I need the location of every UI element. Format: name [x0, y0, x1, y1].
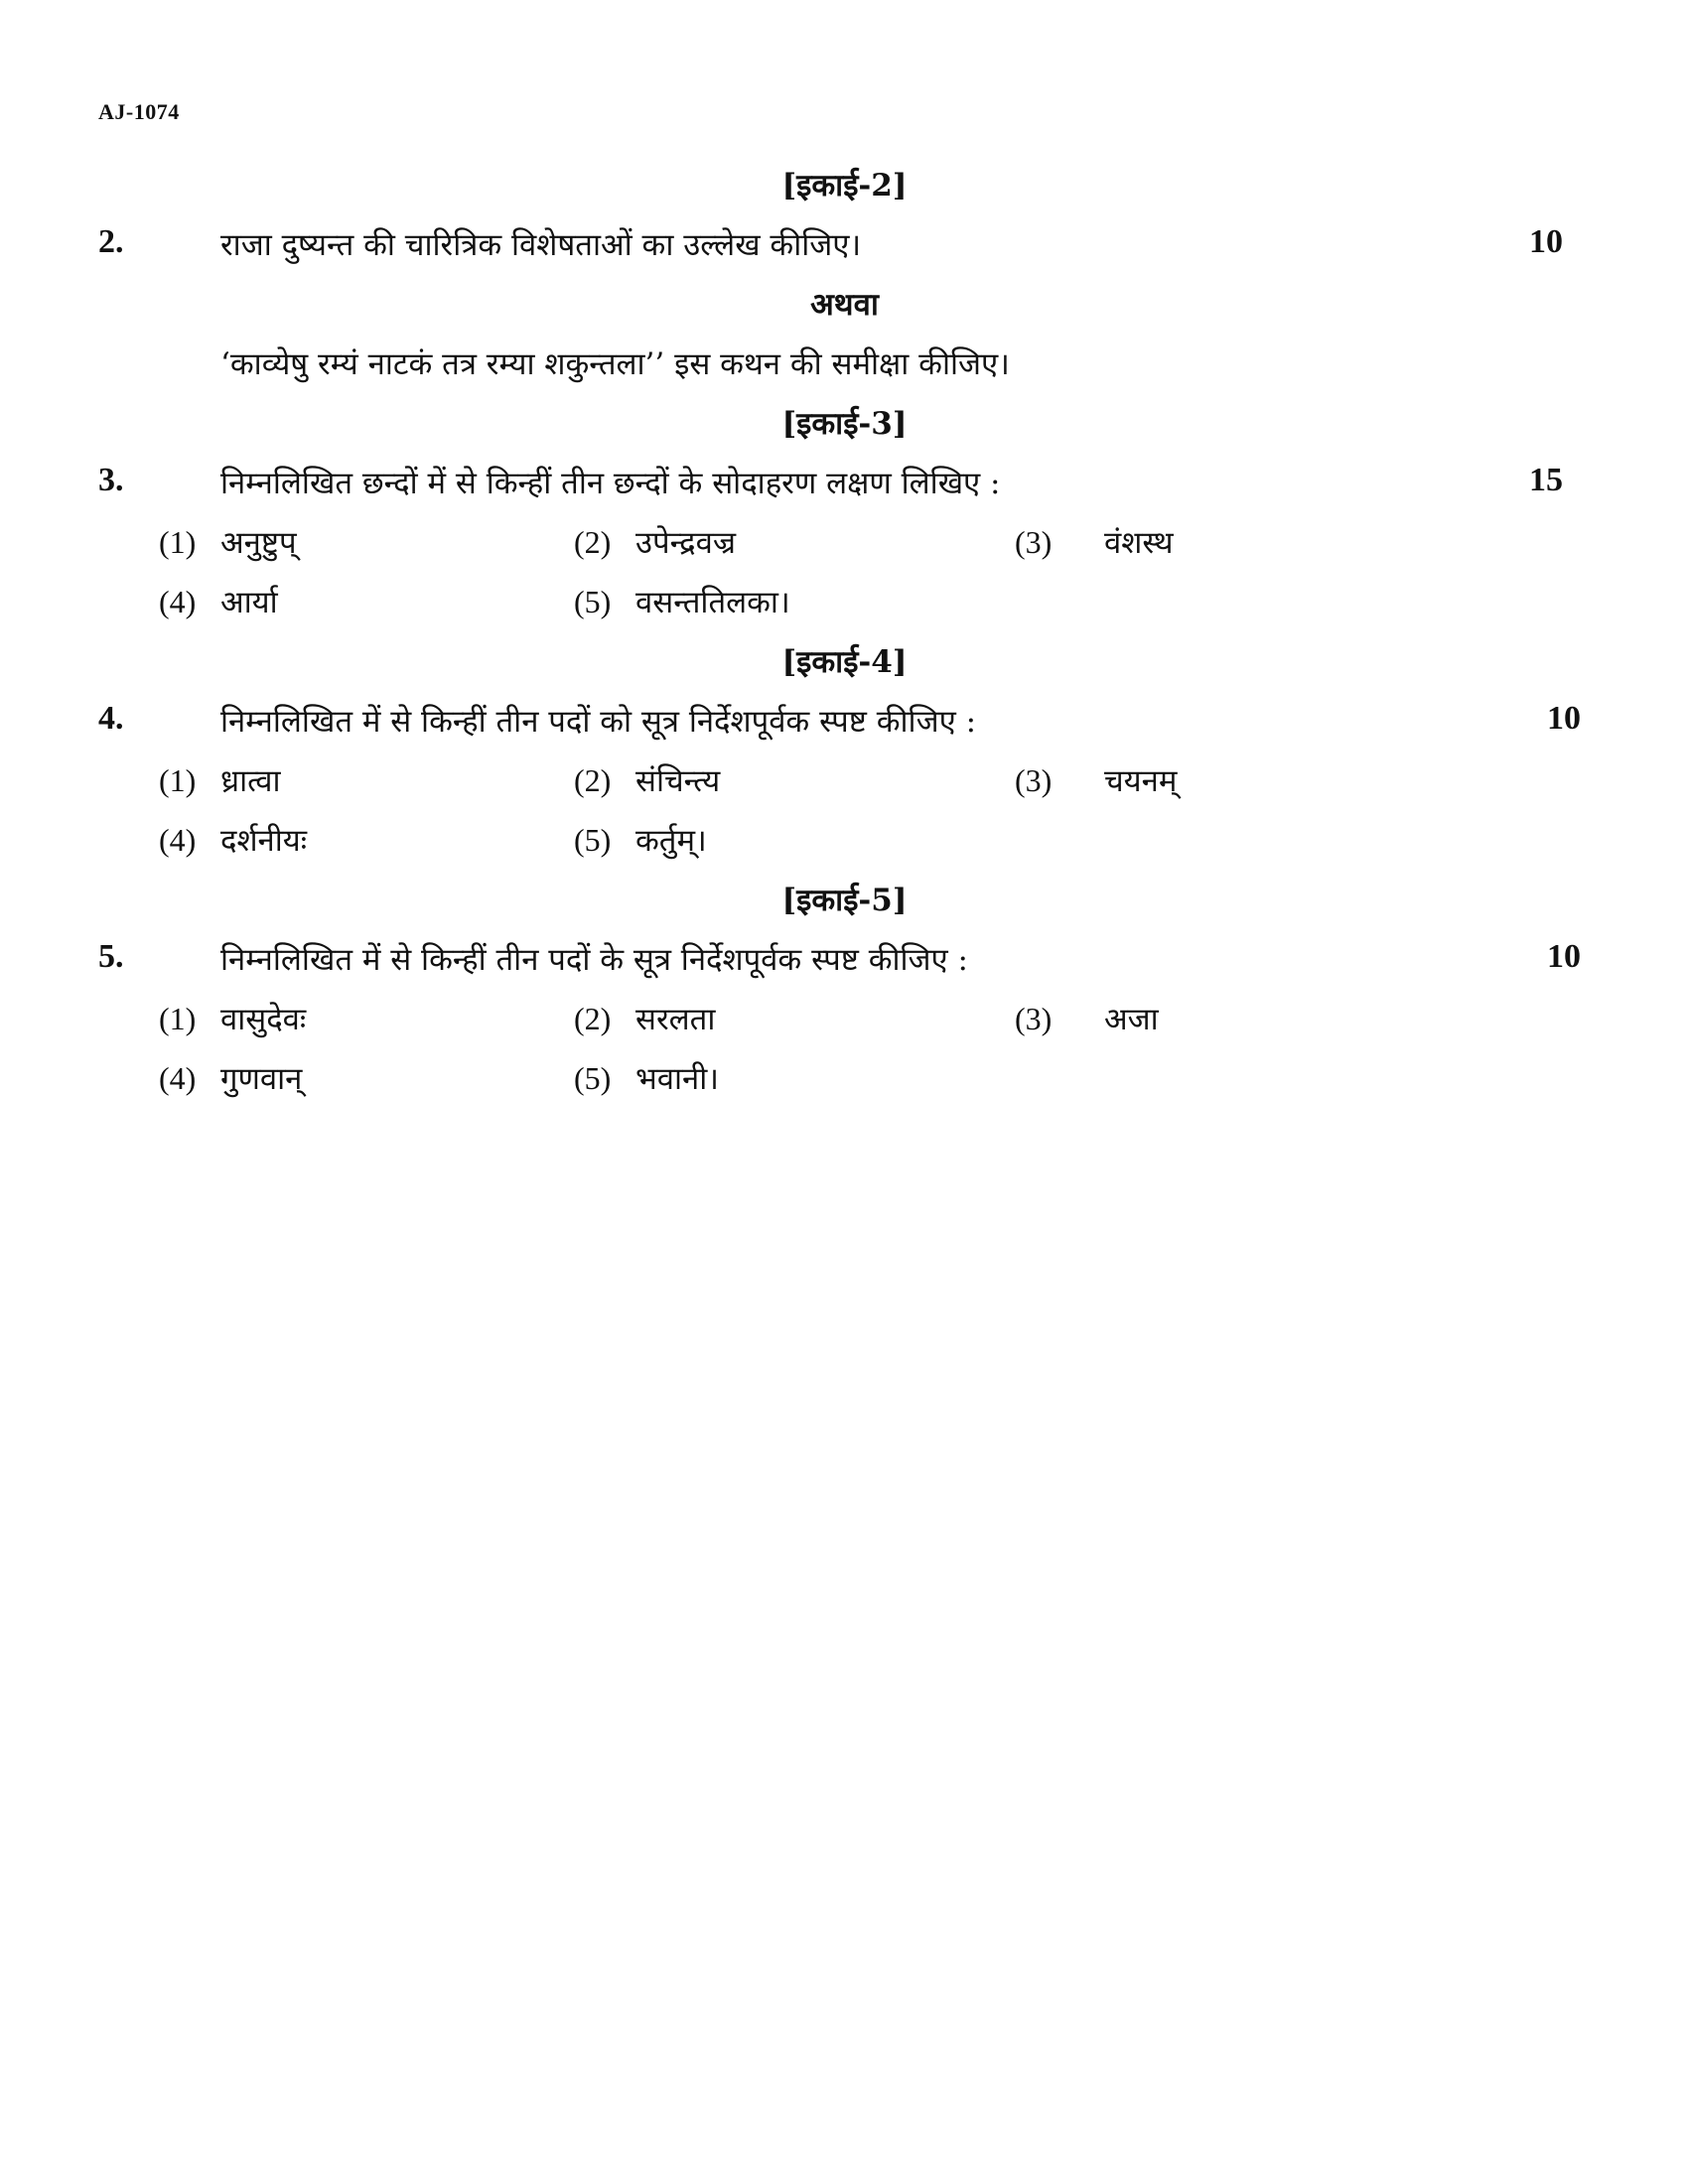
question-3-text: निम्नलिखित छन्दों में से किन्हीं तीन छन्दों के सोदाहरण लक्षण लिखिए : — [220, 466, 1001, 501]
option-text: ध्रात्वा — [220, 763, 281, 799]
question-5-option — [159, 998, 306, 1039]
paper-code: AJ-1074 — [98, 99, 180, 124]
option-number: (1) — [159, 1001, 197, 1036]
question-3-option — [159, 521, 297, 563]
option-text: सरलता — [635, 1002, 716, 1037]
question-3-option — [159, 581, 278, 622]
question-3-option — [1015, 521, 1174, 563]
question-4-option — [574, 759, 720, 801]
unit-3-heading: [इकाई-3] — [781, 406, 908, 442]
option-text: आर्या — [220, 585, 278, 620]
option-number: (2) — [574, 524, 612, 560]
option-number: (2) — [574, 1001, 612, 1036]
question-3-option — [574, 581, 790, 622]
unit-2-heading: [इकाई-2] — [781, 168, 908, 204]
option-text: वंशस्थ — [1104, 525, 1174, 561]
option-number: (5) — [574, 822, 612, 858]
question-4-option — [159, 819, 307, 861]
option-text: उपेन्द्रवज्र — [635, 525, 737, 561]
option-number: (5) — [574, 584, 612, 619]
question-5-number: 5. — [98, 938, 124, 975]
question-2-marks: 10 — [1529, 223, 1563, 260]
option-number: (3) — [1015, 524, 1053, 560]
question-3-option — [574, 521, 736, 563]
question-4-marks: 10 — [1547, 700, 1581, 737]
option-number: (4) — [159, 822, 197, 858]
question-2-alternative-text: ‘काव्येषु रम्यं नाटकं तत्र रम्या शकुन्तला’’ इस कथन की समीक्षा कीजिए। — [220, 346, 1010, 382]
question-2-number: 2. — [98, 223, 124, 260]
option-number: (1) — [159, 524, 197, 560]
option-text: भवानी। — [635, 1061, 720, 1097]
question-4-option — [1015, 759, 1177, 801]
question-5-text: निम्नलिखित में से किन्हीं तीन पदों के सूत्र निर्देशपूर्वक स्पष्ट कीजिए : — [220, 942, 969, 978]
option-text: वासुदेवः — [220, 1002, 307, 1037]
option-number: (4) — [159, 584, 197, 619]
question-5-option — [574, 1057, 719, 1099]
option-number: (3) — [1015, 1001, 1053, 1036]
option-number: (1) — [159, 762, 197, 798]
question-4-text: निम्नलिखित में से किन्हीं तीन पदों को सूत्र निर्देशपूर्वक स्पष्ट कीजिए : — [220, 704, 977, 740]
option-text: अनुष्टुप् — [220, 525, 297, 561]
option-number: (5) — [574, 1060, 612, 1096]
option-text: संचिन्त्य — [635, 763, 721, 799]
question-5-option — [1015, 998, 1159, 1039]
question-2-text: राजा दुष्यन्त की चारित्रिक विशेषताओं का उल्लेख कीजिए। — [220, 227, 862, 263]
option-text: दर्शनीयः — [220, 823, 308, 859]
unit-4-heading: [इकाई-4] — [781, 644, 908, 680]
question-4-option — [574, 819, 707, 861]
option-text: चयनम् — [1104, 763, 1178, 799]
question-3-number: 3. — [98, 462, 124, 498]
or-label: अथवा — [810, 287, 879, 323]
option-text: अजा — [1104, 1002, 1159, 1037]
option-number: (2) — [574, 762, 612, 798]
option-text: कर्तुम्। — [635, 823, 707, 859]
option-text: वसन्ततिलका। — [635, 585, 790, 620]
unit-5-heading: [इकाई-5] — [781, 883, 908, 918]
option-text: गुणवान् — [220, 1061, 303, 1097]
question-3-marks: 15 — [1529, 462, 1563, 498]
question-4-option — [159, 759, 281, 801]
question-5-option — [159, 1057, 302, 1099]
option-number: (4) — [159, 1060, 197, 1096]
question-5-option — [574, 998, 715, 1039]
question-4-number: 4. — [98, 700, 124, 737]
option-number: (3) — [1015, 762, 1053, 798]
question-5-marks: 10 — [1547, 938, 1581, 975]
